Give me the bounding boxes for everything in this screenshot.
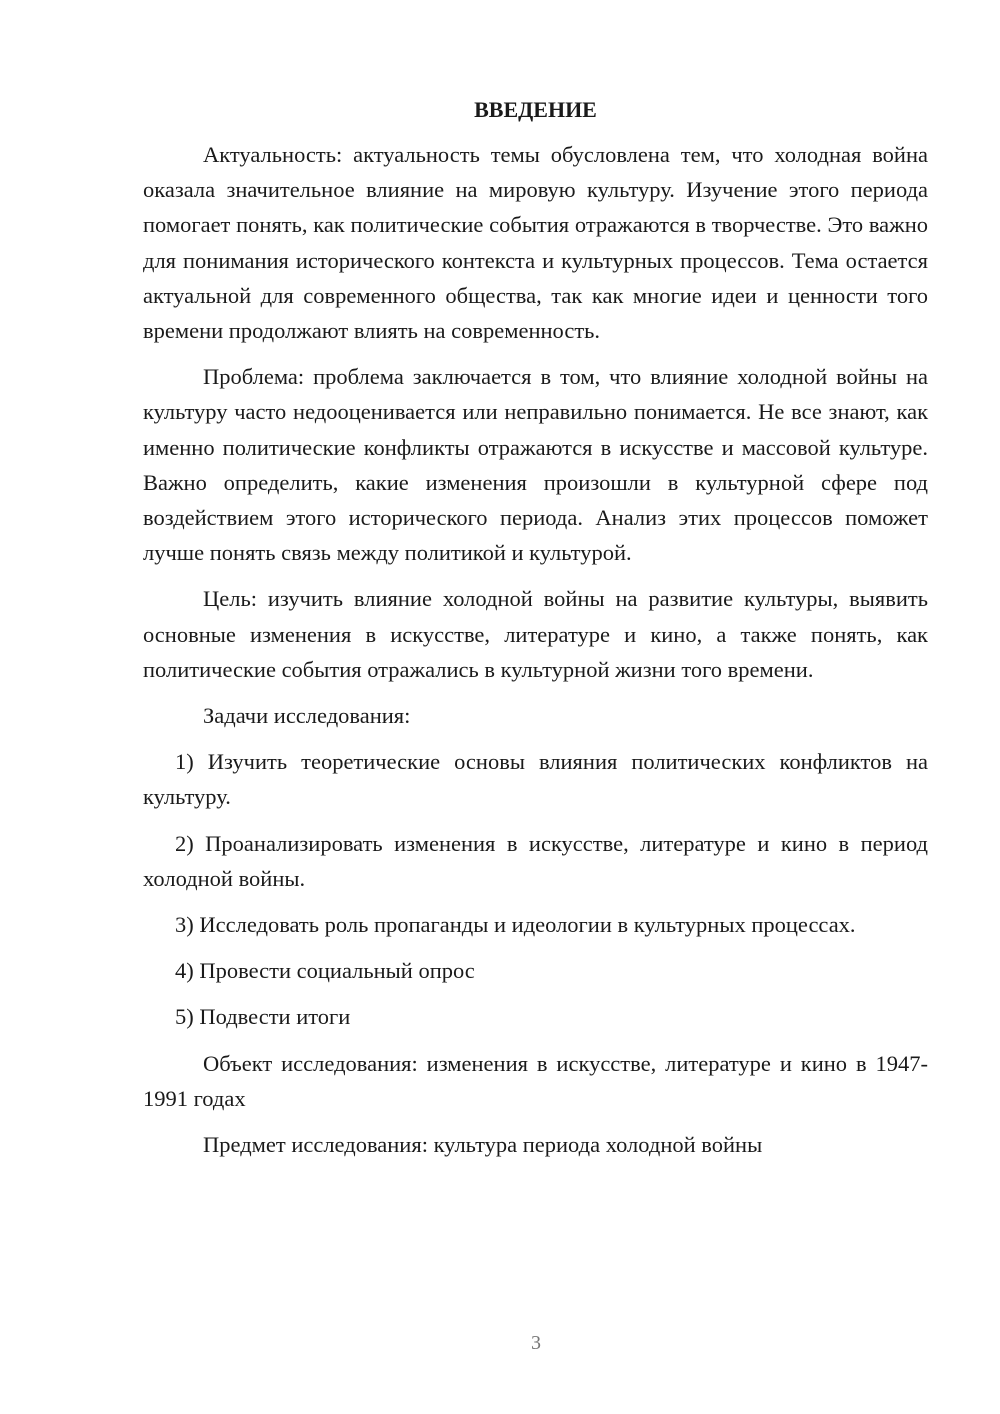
task-item: 1) Изучить теоретические основы влияния политических конфликтов на культуру. [143,749,928,810]
task-item: 2) Проанализировать изменения в искусстве, литературе и кино в период холодной войны. [143,830,928,891]
task-item: 5) Подвести итоги [175,1004,351,1030]
research-object-paragraph: Объект исследования: изменения в искусстве, литературе и кино в 1947-1991 годах [143,1050,928,1111]
task-item: 4) Провести социальный опрос [175,958,475,984]
page-number: 3 [531,1332,541,1354]
document-page [143,95,928,1173]
research-subject-paragraph: Предмет исследования: культура периода холодной войны [203,1132,763,1158]
task-item: 3) Исследовать роль пропаганды и идеологии в культурных процессах. [175,912,856,938]
relevance-paragraph: Актуальность: актуальность темы обусловлена тем, что холодная война оказала значительное влияние на мировую культуру. Изучение этого периода помогает понять, как политические события отражаются в творчестве. Это важно для понимания исторического контекста и культурных процессов. Тема остается актуальной для современного общества, так как многие идеи и ценности того времени продолжают влиять на современность. [143,142,928,344]
problem-paragraph: Проблема: проблема заключается в том, что влияние холодной войны на культуру часто недооценивается или неправильно понимается. Не все знают, как именно политические конфликты отражаются в искусстве и массовой культуре. Важно определить, какие изменения произошли в культурной сфере под воздействием этого исторического периода. Анализ этих процессов поможет лучше понять связь между политикой и культурой. [143,364,928,566]
section-title: ВВЕДЕНИЕ [474,97,597,122]
goal-paragraph: Цель: изучить влияние холодной войны на развитие культуры, выявить основные изменения в искусстве, литературе и кино, а также понять, как политические события отражались в культурной жизни того времени. [143,586,928,682]
tasks-header: Задачи исследования: [203,703,411,729]
